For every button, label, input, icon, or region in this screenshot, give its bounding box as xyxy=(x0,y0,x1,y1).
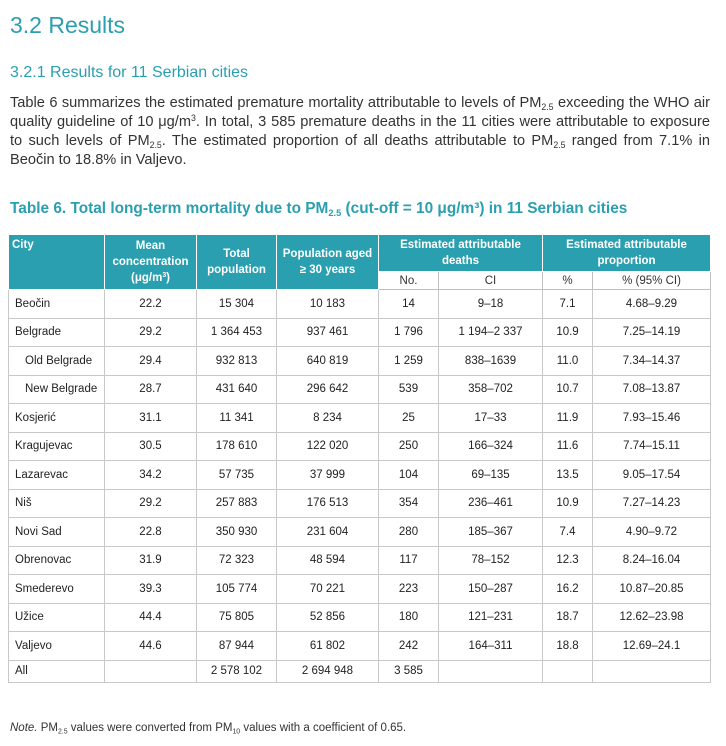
total-cell: 178 610 xyxy=(197,432,277,461)
table-caption-text-a: Table 6. Total long-term mortality due to PM xyxy=(10,200,329,217)
note-text-1: PM xyxy=(37,722,58,734)
header-percent: % xyxy=(543,272,593,290)
deaths-ci-cell: 236–461 xyxy=(439,489,543,518)
mean-cell: 44.4 xyxy=(105,603,197,632)
pct-ci-cell: 7.93–15.46 xyxy=(593,404,711,433)
total-cell: 57 735 xyxy=(197,461,277,490)
pop30-cell: 296 642 xyxy=(277,375,379,404)
pct-cell: 10.9 xyxy=(543,489,593,518)
pop30-cell: 61 802 xyxy=(277,632,379,661)
deaths-no-cell: 3 585 xyxy=(379,660,439,682)
note-sub-2: 10 xyxy=(232,728,241,736)
paragraph-text-5: ranged from 7.1% in Beočin to 18.8% in Valjevo. xyxy=(10,133,710,168)
header-total-population: Total population xyxy=(197,235,277,290)
table-row xyxy=(9,575,711,604)
table-row xyxy=(9,347,711,376)
summary-paragraph xyxy=(10,94,710,170)
pop30-cell: 8 234 xyxy=(277,404,379,433)
total-cell: 2 578 102 xyxy=(197,660,277,682)
deaths-no-cell: 117 xyxy=(379,546,439,575)
pct-cell: 7.4 xyxy=(543,518,593,547)
header-mean-concentration xyxy=(105,235,197,290)
header-estimated-proportion: Estimated attributable proportion xyxy=(543,235,711,272)
pct-ci-cell: 7.74–15.11 xyxy=(593,432,711,461)
table-row xyxy=(9,432,711,461)
pct-ci-cell: 8.24–16.04 xyxy=(593,546,711,575)
city-cell: New Belgrade xyxy=(9,375,105,404)
table-row-total xyxy=(9,660,711,682)
pct-cell: 12.3 xyxy=(543,546,593,575)
table-row xyxy=(9,318,711,347)
deaths-no-cell: 1 259 xyxy=(379,347,439,376)
pop30-cell: 10 183 xyxy=(277,290,379,319)
city-cell: Beočin xyxy=(9,290,105,319)
subsection-title: 3.2.1 Results for 11 Serbian cities xyxy=(10,64,249,81)
pop30-cell: 176 513 xyxy=(277,489,379,518)
city-cell: Kragujevac xyxy=(9,432,105,461)
total-cell: 75 805 xyxy=(197,603,277,632)
city-cell: Užice xyxy=(9,603,105,632)
pop30-cell: 231 604 xyxy=(277,518,379,547)
pct-cell: 11.0 xyxy=(543,347,593,376)
table-row xyxy=(9,461,711,490)
table-row xyxy=(9,404,711,433)
pct-ci-cell: 7.25–14.19 xyxy=(593,318,711,347)
pct-ci-cell: 7.34–14.37 xyxy=(593,347,711,376)
city-cell: Novi Sad xyxy=(9,518,105,547)
paragraph-text-2: exceeding the WHO air quality guideline of 10 μg/m xyxy=(10,95,710,130)
city-cell: Kosjerić xyxy=(9,404,105,433)
deaths-ci-cell: 17–33 xyxy=(439,404,543,433)
header-mean-text: Mean concentration (μg/m xyxy=(112,240,189,284)
paragraph-sub-3: 2.5 xyxy=(553,140,566,151)
paragraph-sub-1: 2.5 xyxy=(541,102,554,113)
mean-cell xyxy=(105,660,197,682)
total-cell: 15 304 xyxy=(197,290,277,319)
city-cell: Valjevo xyxy=(9,632,105,661)
pop30-cell: 937 461 xyxy=(277,318,379,347)
mean-cell: 34.2 xyxy=(105,461,197,490)
header-estimated-deaths: Estimated attributable deaths xyxy=(379,235,543,272)
header-population-30: Population aged ≥ 30 years xyxy=(277,235,379,290)
deaths-no-cell: 354 xyxy=(379,489,439,518)
total-cell: 257 883 xyxy=(197,489,277,518)
pct-ci-cell: 12.69–24.1 xyxy=(593,632,711,661)
pct-cell: 11.6 xyxy=(543,432,593,461)
city-cell: Niš xyxy=(9,489,105,518)
pct-cell xyxy=(543,660,593,682)
pct-cell: 10.7 xyxy=(543,375,593,404)
pct-ci-cell: 12.62–23.98 xyxy=(593,603,711,632)
pop30-cell: 640 819 xyxy=(277,347,379,376)
table-row xyxy=(9,489,711,518)
table-row xyxy=(9,546,711,575)
city-cell: Old Belgrade xyxy=(9,347,105,376)
total-cell: 87 944 xyxy=(197,632,277,661)
pct-cell: 18.7 xyxy=(543,603,593,632)
pct-cell: 18.8 xyxy=(543,632,593,661)
pop30-cell: 122 020 xyxy=(277,432,379,461)
pop30-cell: 52 856 xyxy=(277,603,379,632)
mean-cell: 31.9 xyxy=(105,546,197,575)
table-row xyxy=(9,603,711,632)
table-row xyxy=(9,632,711,661)
table-note xyxy=(10,722,406,734)
deaths-no-cell: 180 xyxy=(379,603,439,632)
note-text-3: values with a coefficient of 0.65. xyxy=(240,722,407,734)
deaths-ci-cell: 838–1639 xyxy=(439,347,543,376)
city-cell: Smederevo xyxy=(9,575,105,604)
pct-cell: 10.9 xyxy=(543,318,593,347)
table-caption xyxy=(10,200,627,218)
total-cell: 431 640 xyxy=(197,375,277,404)
mean-cell: 39.3 xyxy=(105,575,197,604)
pop30-cell: 37 999 xyxy=(277,461,379,490)
pct-ci-cell: 4.68–9.29 xyxy=(593,290,711,319)
total-cell: 11 341 xyxy=(197,404,277,433)
total-cell: 105 774 xyxy=(197,575,277,604)
deaths-ci-cell: 150–287 xyxy=(439,575,543,604)
note-sub-1: 2.5 xyxy=(57,728,68,736)
deaths-ci-cell: 164–311 xyxy=(439,632,543,661)
deaths-no-cell: 104 xyxy=(379,461,439,490)
deaths-ci-cell: 358–702 xyxy=(439,375,543,404)
pct-ci-cell: 9.05–17.54 xyxy=(593,461,711,490)
paragraph-sup-1: 3 xyxy=(191,113,196,124)
table-row xyxy=(9,375,711,404)
deaths-no-cell: 280 xyxy=(379,518,439,547)
header-city: City xyxy=(9,235,105,290)
pct-ci-cell: 7.27–14.23 xyxy=(593,489,711,518)
deaths-ci-cell: 166–324 xyxy=(439,432,543,461)
mean-cell: 29.4 xyxy=(105,347,197,376)
deaths-no-cell: 25 xyxy=(379,404,439,433)
paragraph-sub-2: 2.5 xyxy=(149,140,162,151)
deaths-no-cell: 242 xyxy=(379,632,439,661)
total-cell: 932 813 xyxy=(197,347,277,376)
total-cell: 1 364 453 xyxy=(197,318,277,347)
mean-cell: 22.2 xyxy=(105,290,197,319)
total-cell: 350 930 xyxy=(197,518,277,547)
city-cell: Obrenovac xyxy=(9,546,105,575)
deaths-ci-cell: 69–135 xyxy=(439,461,543,490)
pop30-cell: 2 694 948 xyxy=(277,660,379,682)
city-cell: All xyxy=(9,660,105,682)
deaths-no-cell: 1 796 xyxy=(379,318,439,347)
deaths-no-cell: 539 xyxy=(379,375,439,404)
deaths-no-cell: 250 xyxy=(379,432,439,461)
table-row xyxy=(9,290,711,319)
pop30-cell: 48 594 xyxy=(277,546,379,575)
results-table xyxy=(8,234,711,683)
deaths-ci-cell: 185–367 xyxy=(439,518,543,547)
table-caption-text-b: (cut-off = 10 μg/m³) in 11 Serbian cities xyxy=(341,200,628,217)
mean-cell: 28.7 xyxy=(105,375,197,404)
deaths-ci-cell: 1 194–2 337 xyxy=(439,318,543,347)
pct-ci-cell: 10.87–20.85 xyxy=(593,575,711,604)
mean-cell: 44.6 xyxy=(105,632,197,661)
header-percent-ci: % (95% CI) xyxy=(593,272,711,290)
city-cell: Lazarevac xyxy=(9,461,105,490)
pct-cell: 16.2 xyxy=(543,575,593,604)
pct-ci-cell: 7.08–13.87 xyxy=(593,375,711,404)
total-cell: 72 323 xyxy=(197,546,277,575)
deaths-ci-cell xyxy=(439,660,543,682)
table-row xyxy=(9,518,711,547)
pct-cell: 13.5 xyxy=(543,461,593,490)
paragraph-text-1: Table 6 summarizes the estimated premature mortality attributable to levels of PM xyxy=(10,95,542,111)
deaths-no-cell: 223 xyxy=(379,575,439,604)
mean-cell: 30.5 xyxy=(105,432,197,461)
city-cell: Belgrade xyxy=(9,318,105,347)
pct-cell: 7.1 xyxy=(543,290,593,319)
table-caption-sub: 2.5 xyxy=(328,208,342,219)
deaths-ci-cell: 121–231 xyxy=(439,603,543,632)
note-text-2: values were converted from PM xyxy=(67,722,233,734)
mean-cell: 29.2 xyxy=(105,318,197,347)
header-mean-sup: 3 xyxy=(162,272,167,280)
pct-cell: 11.9 xyxy=(543,404,593,433)
deaths-ci-cell: 9–18 xyxy=(439,290,543,319)
note-label: Note. xyxy=(10,722,38,734)
pct-ci-cell xyxy=(593,660,711,682)
header-no: No. xyxy=(379,272,439,290)
mean-cell: 31.1 xyxy=(105,404,197,433)
mean-cell: 22.8 xyxy=(105,518,197,547)
header-ci: CI xyxy=(439,272,543,290)
pop30-cell: 70 221 xyxy=(277,575,379,604)
paragraph-text-3: . In total, 3 585 premature deaths in the 11 cities were attributable to exposure to such levels of PM xyxy=(10,114,710,149)
mean-cell: 29.2 xyxy=(105,489,197,518)
deaths-no-cell: 14 xyxy=(379,290,439,319)
deaths-ci-cell: 78–152 xyxy=(439,546,543,575)
section-title: 3.2 Results xyxy=(10,12,126,38)
header-mean-end: ) xyxy=(166,272,170,284)
paragraph-text-4: . The estimated proportion of all deaths attributable to PM xyxy=(161,133,554,149)
pct-ci-cell: 4.90–9.72 xyxy=(593,518,711,547)
